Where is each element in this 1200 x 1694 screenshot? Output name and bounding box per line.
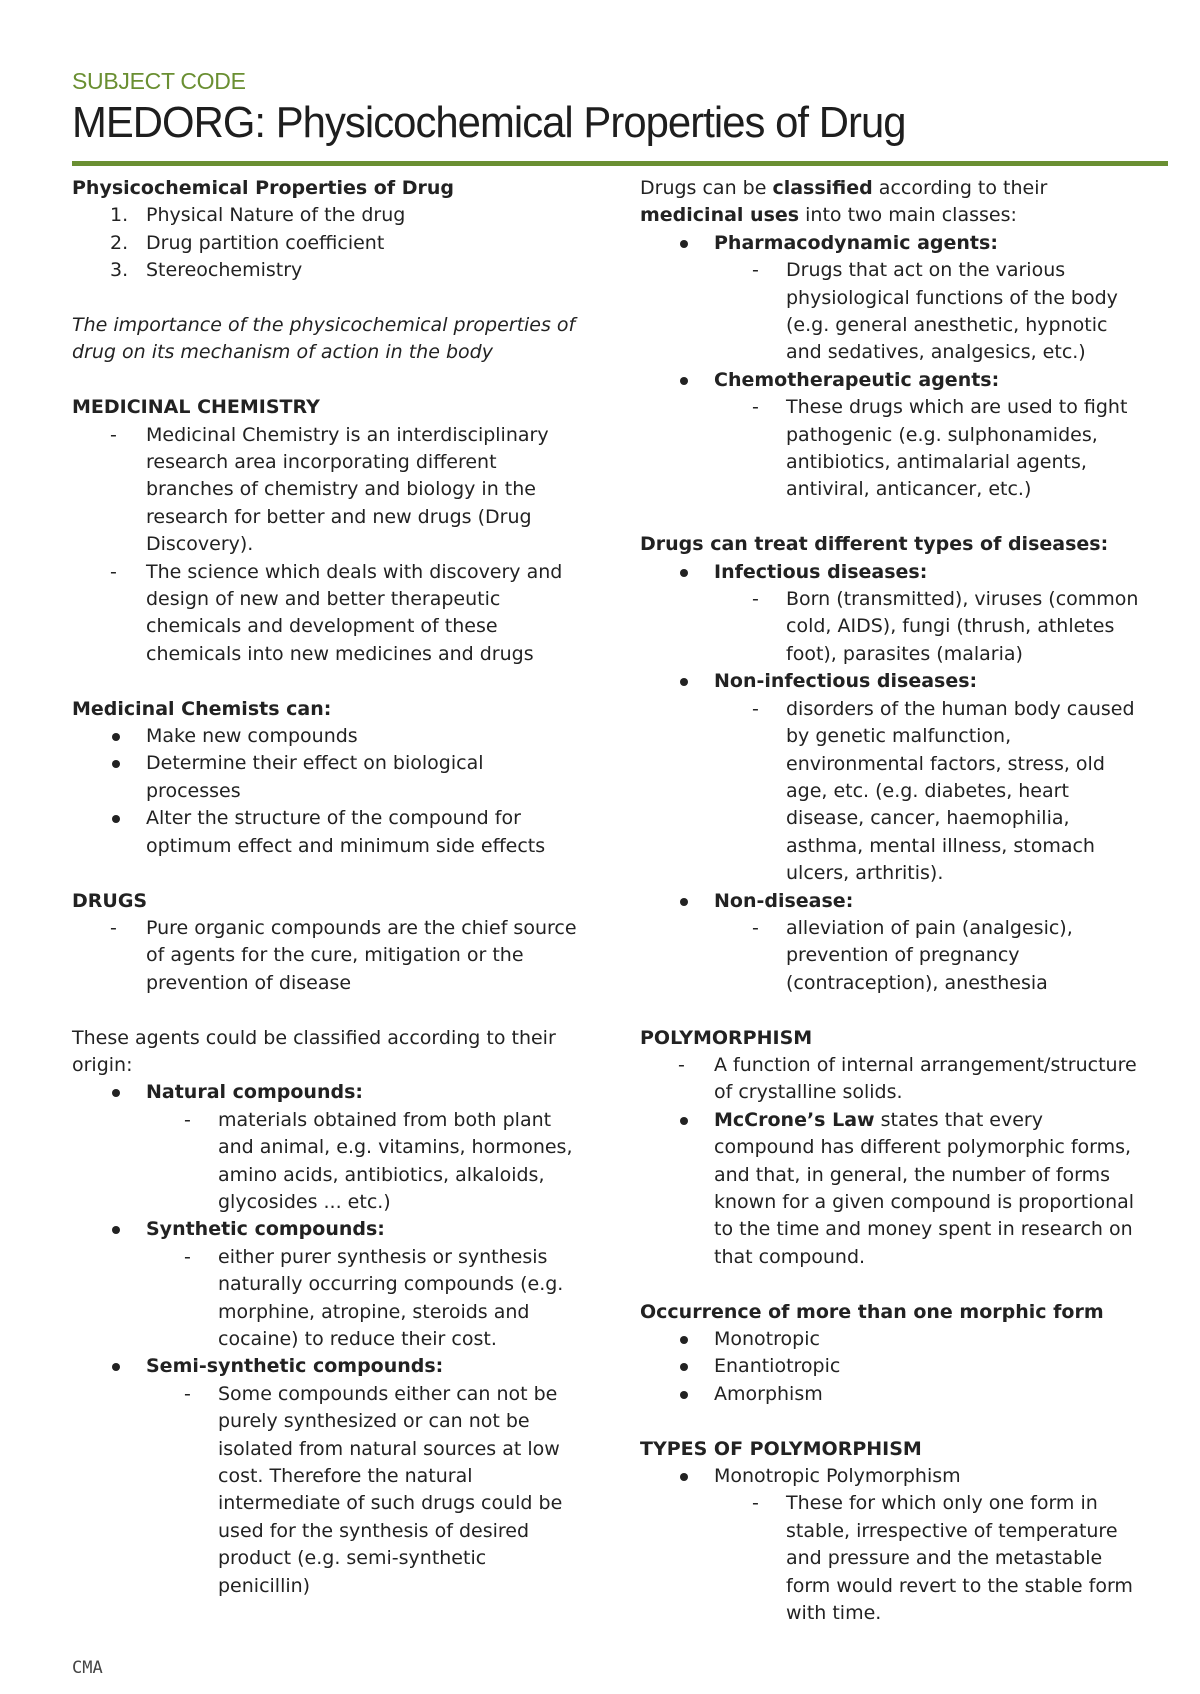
list-item [72, 915, 582, 997]
page-title: MEDORG: Physicochemical Properties of Drug [72, 98, 906, 147]
bullet-icon [680, 1473, 688, 1481]
list-item-text: Drugs that act on the various physiological functions of the body (e.g. general anesthetic, hypnotic and sedatives, analgesics, etc.) [786, 259, 1118, 364]
list-item [72, 202, 582, 229]
bullet-icon [680, 1363, 688, 1371]
bullet-icon [680, 898, 688, 906]
list-number: 3. [110, 259, 129, 282]
list-item-text: materials obtained from both plant and animal, e.g. vitamins, hormones, amino acids, antibiotics, alkaloids, glycosides ... etc.) [218, 1108, 573, 1213]
dash-marker: - [752, 697, 759, 720]
dash-marker: - [752, 259, 759, 282]
bullet-icon [680, 569, 688, 577]
list-item [72, 1216, 582, 1243]
list-item-text: Born (transmitted), viruses (common cold, AIDS), fungi (thrush, athletes foot), parasites (malaria) [786, 588, 1139, 665]
dash-marker: - [752, 588, 759, 611]
dash-marker: - [184, 1108, 191, 1131]
left-column [72, 175, 582, 1600]
list-item [72, 1079, 582, 1106]
origin-intro: These agents could be classified according to their origin: [72, 1026, 556, 1076]
list-item-text: Amorphism [714, 1382, 823, 1405]
bullet-icon [680, 1117, 688, 1125]
list-item [72, 805, 582, 860]
sub-list-item [640, 1490, 1140, 1627]
bullet-icon [112, 1089, 120, 1097]
chemists-heading: Medicinal Chemists can: [72, 697, 332, 720]
list-item-label: Non-infectious diseases: [714, 670, 978, 693]
list-item [640, 1353, 1140, 1380]
sub-list-item [640, 696, 1140, 888]
bullet-icon [680, 1391, 688, 1399]
list-item-label: Non-disease: [714, 889, 854, 912]
list-number: 2. [110, 231, 129, 254]
dash-marker: - [752, 1492, 759, 1515]
bullet-icon [680, 678, 688, 686]
list-item-label: Natural compounds: [146, 1081, 363, 1104]
list-item-text: Determine their effect on biological processes [146, 752, 484, 802]
subject-code: SUBJECT CODE [72, 68, 246, 94]
bullet-icon [112, 815, 120, 823]
list-item [640, 1463, 1140, 1490]
list-item [640, 230, 1140, 257]
list-item-label: Infectious diseases: [714, 560, 928, 583]
sub-list-item [640, 394, 1140, 504]
list-item [72, 257, 582, 284]
dash-marker: - [678, 1053, 685, 1076]
sub-list-item [640, 586, 1140, 668]
list-item-text: Drug partition coefficient [146, 231, 385, 254]
list-item-text: These drugs which are used to fight pathogenic (e.g. sulphonamides, antibiotics, antimalarial agents, antiviral, anticancer, etc.) [786, 396, 1128, 501]
list-item-label: Chemotherapeutic agents: [714, 368, 1000, 391]
list-item [72, 422, 582, 559]
list-item-text: alleviation of pain (analgesic), prevention of pregnancy (contraception), anesthesia [786, 916, 1073, 994]
sub-list-item [72, 1381, 582, 1600]
list-item-text: Physical Nature of the drug [146, 204, 406, 227]
bullet-icon [680, 377, 688, 385]
list-item [72, 1353, 582, 1380]
list-item-text: Enantiotropic [714, 1355, 841, 1378]
list-item-label: Synthetic compounds: [146, 1218, 385, 1241]
dash-marker: - [110, 560, 117, 583]
list-item-text: disorders of the human body caused by genetic malfunction, environmental factors, stress, old age, etc. (e.g. diabetes, heart disease, cancer, haemophilia, asthma, mental illness, stomach ulcers, arthritis). [786, 697, 1135, 885]
page-header [72, 66, 1172, 150]
list-item-text: The science which deals with discovery and design of new and better therapeutic chemicals and development of these chemicals into new medicines and drugs [146, 560, 563, 665]
list-item-text: These for which only one form in stable, irrespective of temperature and pressure and the metastable form would revert to the stable form with time. [786, 1492, 1133, 1625]
sub-list-item [640, 915, 1140, 997]
list-item [640, 559, 1140, 586]
dash-marker: - [752, 916, 759, 939]
list-number: 1. [110, 204, 129, 227]
dash-marker: - [752, 396, 759, 419]
list-item-label: Semi-synthetic compounds: [146, 1355, 444, 1378]
list-item-text: Medicinal Chemistry is an interdisciplinary research area incorporating different branches of chemistry and biology in the research for better and new drugs (Drug Discovery). [146, 423, 549, 556]
list-item [640, 1381, 1140, 1408]
list-item-text: Pure organic compounds are the chief source of agents for the cure, mitigation or the prevention of disease [146, 916, 577, 994]
list-item [72, 230, 582, 257]
list-item-text: Alter the structure of the compound for optimum effect and minimum side effects [146, 807, 546, 857]
mccrone-law-label: McCrone’s Law [714, 1108, 875, 1131]
medchem-heading: MEDICINAL CHEMISTRY [72, 396, 320, 419]
list-item [640, 668, 1140, 695]
list-item-text: Stereochemistry [146, 259, 303, 282]
dash-marker: - [184, 1245, 191, 1268]
list-item [640, 1107, 1140, 1271]
list-item [640, 888, 1140, 915]
list-item-text: Monotropic [714, 1328, 820, 1351]
dash-marker: - [184, 1382, 191, 1405]
polymorphism-heading: POLYMORPHISM [640, 1026, 813, 1049]
list-item [640, 1052, 1140, 1107]
occurrence-heading: Occurrence of more than one morphic form [640, 1300, 1104, 1323]
bullet-icon [112, 760, 120, 768]
right-column [640, 175, 1140, 1627]
bullet-icon [680, 240, 688, 248]
list-item [72, 559, 582, 669]
props-heading: Physicochemical Properties of Drug [72, 177, 454, 199]
uses-intro: Drugs can be classified according to their medicinal uses into two main classes: [640, 177, 1048, 227]
types-heading: TYPES OF POLYMORPHISM [640, 1437, 922, 1460]
importance-note: The importance of the physicochemical properties of drug on its mechanism of action in the body [72, 314, 576, 364]
bullet-icon [112, 733, 120, 741]
list-item-text: states that every compound has different polymorphic forms, and that, in general, the number of forms known for a given compound is proportional to the time and money spent in research on that compound. [714, 1108, 1135, 1268]
list-item-text: either purer synthesis or synthesis naturally occurring compounds (e.g. morphine, atropine, steroids and cocaine) to reduce their cost. [218, 1245, 564, 1350]
footer-initials: CMA [72, 1658, 103, 1678]
list-item [72, 723, 582, 750]
list-item [640, 367, 1140, 394]
list-item-text: Make new compounds [146, 725, 358, 748]
list-item [72, 750, 582, 805]
list-item-label: Pharmacodynamic agents: [714, 231, 998, 254]
dash-marker: - [110, 423, 117, 446]
list-item-text: A function of internal arrangement/structure of crystalline solids. [714, 1053, 1137, 1104]
header-divider [72, 161, 1168, 166]
drugs-heading: DRUGS [72, 889, 148, 912]
bullet-icon [112, 1226, 120, 1234]
bullet-icon [112, 1363, 120, 1371]
list-item-text: Some compounds either can not be purely synthesized or can not be isolated from natural sources at low cost. Therefore the natural intermediate of such drugs could be used for the synthesis of desired product (e.g. semi-synthetic penicillin) [218, 1382, 563, 1597]
diseases-heading: Drugs can treat different types of diseases: [640, 533, 1109, 556]
sub-list-item [72, 1244, 582, 1354]
sub-list-item [640, 257, 1140, 367]
list-item [640, 1326, 1140, 1353]
dash-marker: - [110, 916, 117, 939]
bullet-icon [680, 1336, 688, 1344]
list-item-text: Monotropic Polymorphism [714, 1465, 961, 1488]
sub-list-item [72, 1107, 582, 1217]
